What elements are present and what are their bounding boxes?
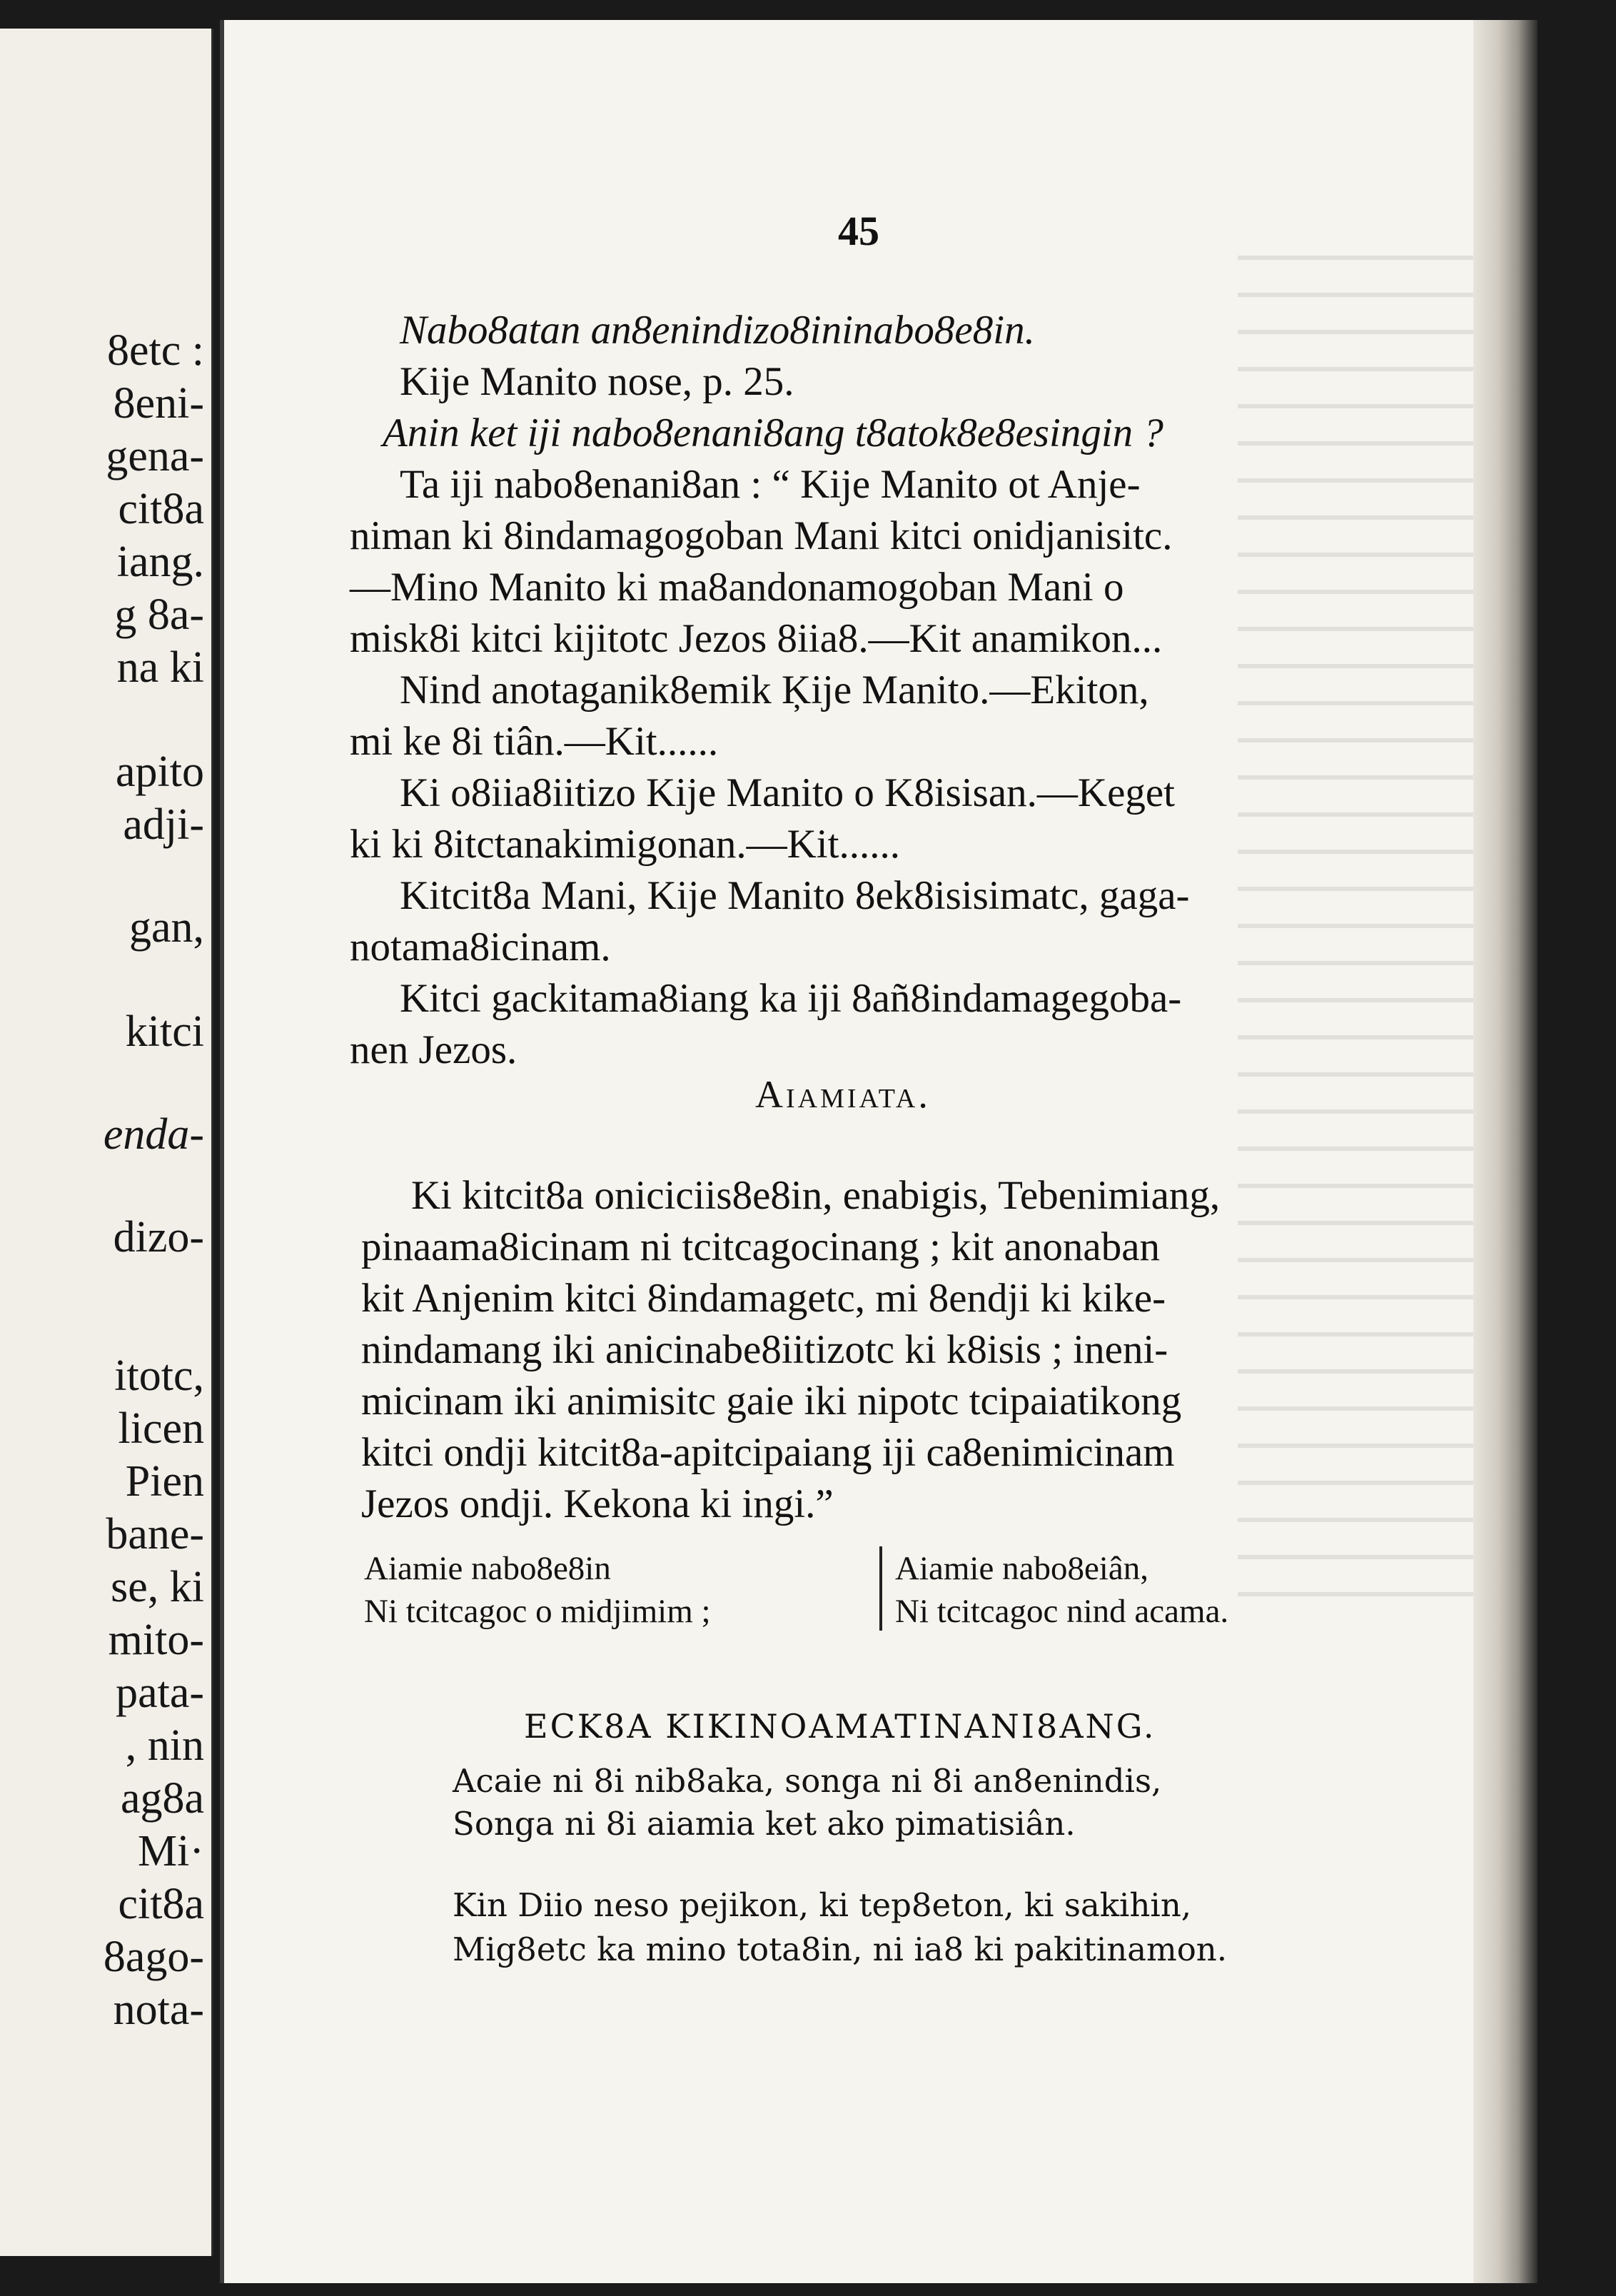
left-fragment: 8ago-	[103, 1933, 204, 1981]
left-fragment: licen	[118, 1404, 204, 1453]
left-fragment: enda-	[103, 1110, 204, 1159]
left-fragment: gan,	[128, 903, 204, 952]
section-line: Mig8etc ka mino tota8in, ni ia8 ki pakitinamon.	[453, 1930, 1228, 1968]
catechism-line: Ki o8iia8iitizo Kije Manito o K8isisan.—Keget	[400, 770, 1176, 815]
catechism-question: Nabo8atan an8enindizo8ininabo8e8in.	[400, 308, 1035, 353]
verse-right-line: Aiamie nabo8eiân,	[895, 1550, 1148, 1587]
left-fragment: Mi·	[138, 1827, 204, 1875]
left-fragment: nota-	[113, 1985, 204, 2034]
section-heading-aiamiata: Aiamiata.	[755, 1073, 931, 1116]
left-fragment: cit8a	[118, 485, 204, 533]
prayer-line: Ki kitcit8a oniciciis8e8in, enabigis, Tebenimiang,	[411, 1173, 1221, 1218]
section-line: Songa ni 8i aiamia ket ako pimatisiân.	[453, 1805, 1076, 1843]
left-fragment: Pien	[125, 1457, 204, 1506]
verse-left-line: Ni tcitcagoc o midjimim ;	[364, 1593, 711, 1630]
left-fragment: itotc,	[114, 1351, 204, 1400]
left-fragment: iang.	[116, 538, 204, 586]
left-fragment: apito	[116, 747, 204, 796]
prayer-line: nindamang iki anicinabe8iitizotc ki k8isis ; ineni-	[361, 1327, 1168, 1372]
catechism-line: notama8icinam.	[350, 925, 611, 970]
prayer-line: kitci ondji kitcit8a-apitcipaiang iji ca8enimicinam	[361, 1430, 1175, 1475]
catechism-line: niman ki 8indamagogoban Mani kitci onidjanisitc.	[350, 513, 1173, 558]
prayer-line: kit Anjenim kitci 8indamagetc, mi 8endji ki kike-	[361, 1276, 1166, 1321]
left-fragment: na ki	[116, 643, 204, 692]
left-fragment: dizo-	[113, 1213, 204, 1262]
left-fragment: g 8a-	[114, 590, 204, 639]
left-fragment: kitci	[125, 1007, 204, 1056]
verse-left-line: Aiamie nabo8e8in	[364, 1550, 611, 1587]
section-line: Acaie ni 8i nib8aka, songa ni 8i an8enindis,	[453, 1762, 1162, 1800]
section-line: Kin Diio neso pejikon, ki tep8eton, ki sakihin,	[453, 1886, 1192, 1924]
prayer-line: pinaama8icinam ni tcitcagocinang ; kit anonaban	[361, 1224, 1161, 1269]
left-fragment: se, ki	[111, 1563, 204, 1611]
catechism-line: Kitci gackitama8iang ka iji 8añ8indamagegoba-	[400, 976, 1182, 1021]
prayer-line: Jezos ondji. Kekona ki ingi.”	[361, 1481, 834, 1526]
left-fragment: adji-	[123, 800, 204, 849]
verse-right-line: Ni tcitcagoc nind acama.	[895, 1593, 1229, 1630]
left-fragment: mito-	[108, 1616, 204, 1664]
left-fragment: cit8a	[118, 1880, 204, 1928]
catechism-line: —Mino Manito ki ma8andonamogoban Mani o	[350, 565, 1124, 610]
catechism-line: misk8i kitci kijitotc Jezos 8iia8.—Kit anamikon...	[350, 616, 1163, 661]
left-fragment: gena-	[106, 432, 204, 480]
page-edge-shadow	[1473, 20, 1537, 2283]
verse-divider	[879, 1546, 882, 1631]
catechism-line: ki ki 8itctanakimigonan.—Kit......	[350, 822, 900, 867]
left-fragment: 8etc :	[107, 326, 204, 375]
left-fragment: 8eni-	[113, 379, 204, 428]
catechism-line: Nind anotaganik8emik Ķije Manito.—Ekiton,	[400, 668, 1149, 713]
catechism-line: Kitcit8a Mani, Kije Manito 8ek8isisimatc, gaga-	[400, 873, 1190, 918]
catechism-question: Anin ket iji nabo8enani8ang t8atok8e8esingin ?	[383, 411, 1163, 455]
left-fragment: bane-	[106, 1510, 204, 1559]
catechism-line: nen Jezos.	[350, 1027, 517, 1072]
catechism-line: mi ke 8i tiân.—Kit......	[350, 719, 719, 764]
prayer-line: micinam iki animisitc gaie iki nipotc tcipaiatikong	[361, 1379, 1182, 1424]
book-page	[220, 20, 1537, 2283]
previous-page-margin	[0, 29, 213, 2256]
section-title: ECK8A KIKINOAMATINANI8ANG.	[524, 1707, 1156, 1746]
page-number: 45	[838, 208, 879, 254]
catechism-line: Ta iji nabo8enani8an : “ Kije Manito ot Anje-	[400, 462, 1141, 507]
left-fragment: , nin	[125, 1721, 204, 1770]
left-fragment: pata-	[116, 1668, 204, 1717]
catechism-line: Kije Manito nose, p. 25.	[400, 359, 794, 404]
left-fragment: ag8a	[120, 1774, 204, 1823]
